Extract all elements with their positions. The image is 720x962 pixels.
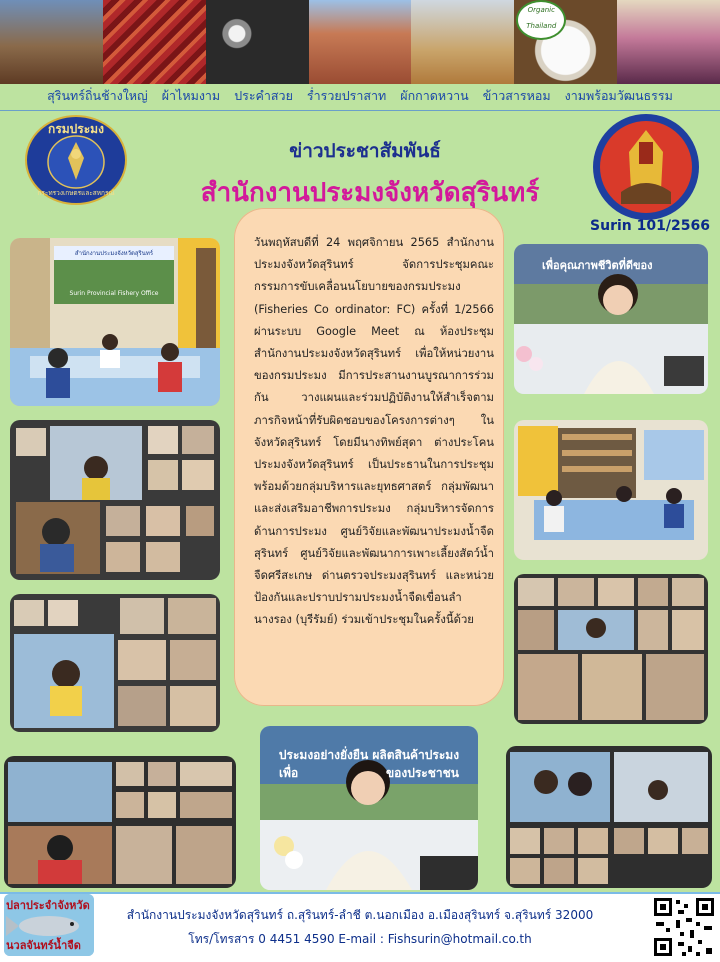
news-text-box (234, 208, 504, 706)
chairperson-photo (514, 244, 708, 394)
provincial-fish-box (4, 894, 94, 956)
surin-province-seal (591, 112, 701, 222)
banner-strip (0, 0, 720, 84)
banner-silver-beads-photo (206, 0, 309, 84)
office-title: สำนักงานประมงจังหวัดสุรินทร์ (200, 178, 540, 208)
qr-code[interactable] (652, 896, 716, 958)
divider-line (0, 110, 720, 111)
banner-culture-photo (617, 0, 720, 84)
meeting-room-photo (10, 238, 220, 406)
banner-silk-photo (103, 0, 206, 84)
video-call-grid-photo (10, 594, 220, 732)
provincial-fish-label: ปลาประจำจังหวัด (6, 899, 90, 912)
sign-thai: สำนักงานประมงจังหวัดสุรินทร์ (74, 250, 154, 257)
tagline-item: ประคำสวย (234, 88, 293, 103)
sign-english: Surin Provincial Fishery Office (69, 290, 159, 297)
tagline-item: สุรินทร์ถิ่นช้างใหญ่ (47, 88, 148, 103)
department-of-fisheries-logo (24, 114, 128, 206)
logo-text-top: กรมประมง (48, 122, 104, 136)
press-release-title: ข่าวประชาสัมพันธ์ (289, 140, 441, 162)
chairperson-photo (260, 726, 478, 890)
organic-thailand-badge: Organic Thailand (516, 0, 566, 40)
banner-text: เพื่อคุณภาพชีวิตที่ดีของ (542, 259, 653, 272)
tagline-item: ผักกาดหวาน (400, 88, 469, 103)
footer (0, 892, 720, 962)
banner-rice-photo (514, 0, 617, 84)
reference-number: Surin 101/2566 (590, 218, 710, 234)
office-address: สำนักงานประมงจังหวัดสุรินทร์ ถ.สุรินทร์-ลำชี ต.นอกเมือง อ.เมืองสุรินทร์ จ.สุรินทร์ 32000 (126, 908, 594, 922)
tagline-item: ผ้าไหมงาม (161, 88, 221, 103)
banner-text: เพื่อ ของประชาชน (279, 766, 459, 780)
fish-name-label: นวลจันทร์น้ำจืด (6, 939, 81, 952)
news-body: วันพฤหัสบดีที่ 24 พฤศจิกายน 2565 สำนักงานประมงจังหวัดสุรินทร์ จัดการประชุมคณะกรรมการขับเคลื่อนนโยบายของกรมประมง (Fisheries Co ordinator: FC) ครั้งที่ 1/2566 ผ่านระบบ Google Meet ณ ห้องประชุมสำนักงานประมงจังหวัดสุรินทร์ เพื่อให้หน่วยงานของกรมประมง มีการประสานงานบูรณาการร่วมกัน วางแผนและร่วมปฏิบัติงานให้สำเร็จตามภารกิจหน้าที่รับผิดชอบของโครงการต่างๆ ในจังหวัดสุรินทร์ โดยมีนางทิพย์สุดา ต่างประโคน ประมงจังหวัดสุรินทร์ เป็นประธานในการประชุม พร้อมด้วยกลุ่มบริหารและยุทธศาสตร์ กลุ่มพัฒนาและส่งเสริมอาชีพการประมง กลุ่มบริหารจัดการด้านการประมง ศูนย์วิจัยและพัฒนาประมงน้ำจืดสุรินทร์ ศูนย์วิจัยและพัฒนาการเพาะเลี้ยงสัตว์น้ำจืดศรีสะเกษ ด่านตรวจประมงสุรินทร์ และหน่วยป้องกันและปราบปรามประมงน้ำจืดเขื่อนลำนางรอง (บุรีรัมย์) ร่วมเข้าประชุมในครั้งนี้ด้วย (254, 236, 494, 627)
tagline-bar (0, 86, 720, 110)
banner-elephant-photo (0, 0, 103, 84)
logo-text-bottom: กระทรวงเกษตรและสหกรณ์ (37, 189, 115, 197)
banner-text: ประมงอย่างยั่งยืน ผลิตสินค้าประมง (278, 748, 460, 762)
office-contact: โทร/โทรสาร 0 4451 4590 E-mail : Fishsurin@hotmail.co.th (188, 932, 532, 946)
video-call-grid-photo (4, 756, 236, 888)
meeting-room-photo (514, 420, 708, 560)
tagline-item: ร่ำรวยปราสาท (306, 88, 387, 103)
video-call-grid-photo (514, 574, 708, 724)
video-call-grid-photo (10, 420, 220, 580)
video-call-grid-photo (506, 746, 712, 888)
banner-castle-photo (309, 0, 412, 84)
tagline-item: งามพร้อมวัฒนธรรม (564, 88, 673, 103)
banner-cabbage-photo (411, 0, 514, 84)
tagline-item: ข้าวสารหอม (482, 88, 551, 103)
